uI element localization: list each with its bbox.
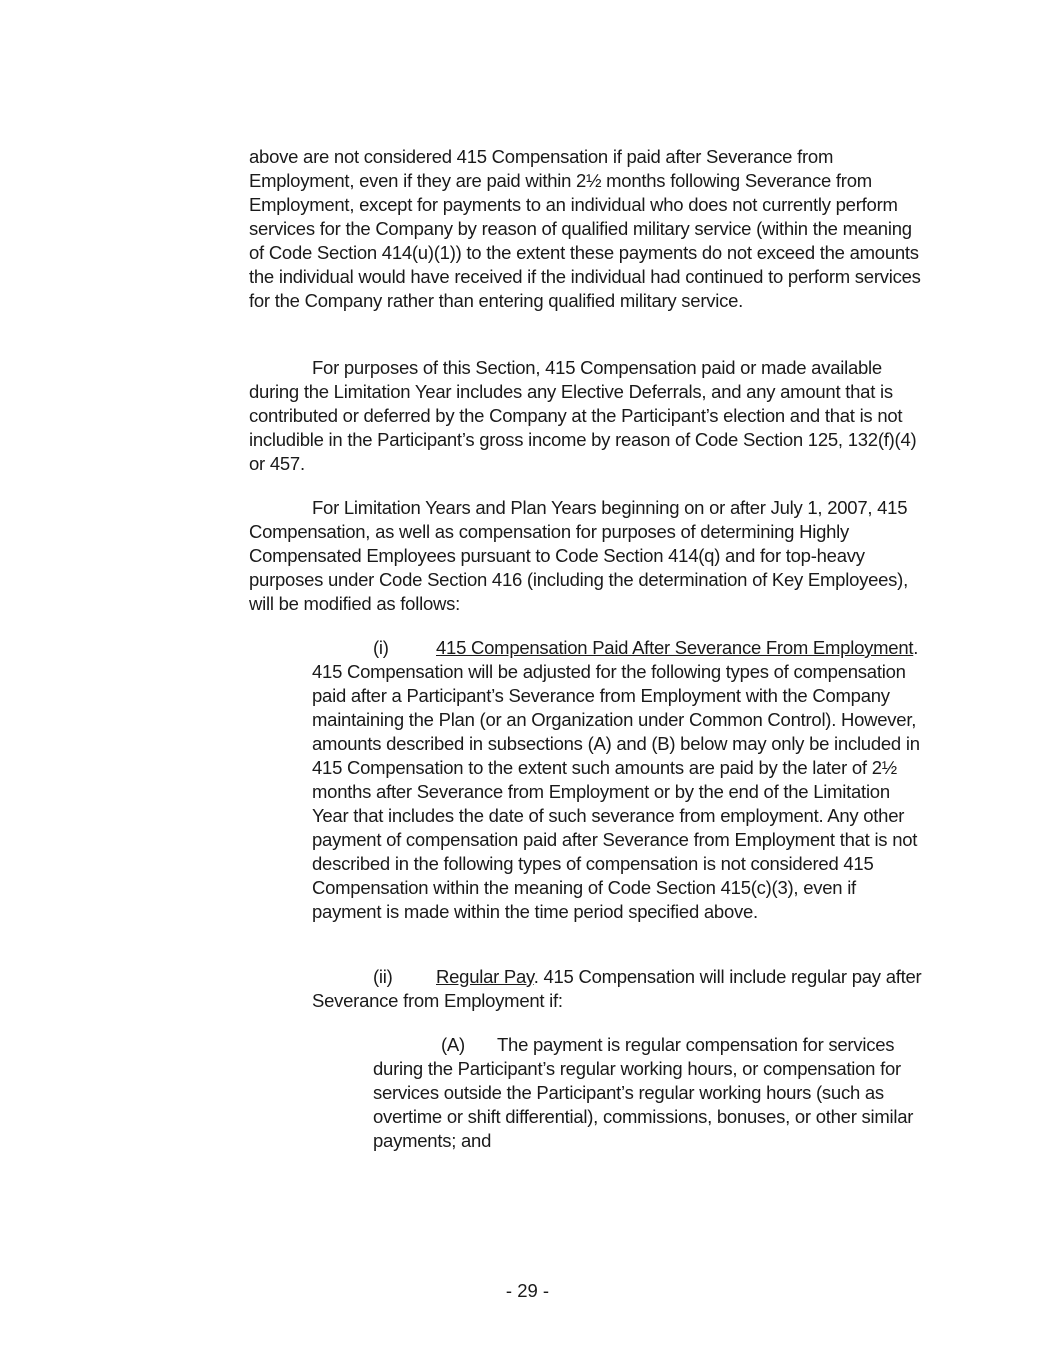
paragraph-purposes-text: For purposes of this Section, 415 Compensation paid or made available during the Limitation Year includes any Elective Deferrals, and any amount that is contributed or deferred by the Company at the Participant’s election and that is not includible in the Participant’s gross income by reason of Code Section 125, 132(f)(4) or 457. [249, 357, 917, 474]
paragraph-limitation-years-text: For Limitation Years and Plan Years beginning on or after July 1, 2007, 415 Compensation, as well as compensation for purposes of determining Highly Compensated Employees pursuant to Code Section 414(q) and for top-heavy purposes under Code Section 416 (including the determination of Key Employees), will be modified as follows: [249, 497, 908, 614]
item-a-body: The payment is regular compensation for services during the Participant’s regular working hours, or compensation for services outside the Participant’s regular working hours (such as overtime or shift differential), commissions, bonuses, or other similar payments; and [373, 1034, 914, 1151]
item-i-number: (i) [373, 637, 389, 658]
item-ii-paragraph [312, 965, 929, 1013]
item-i-body: . 415 Compensation will be adjusted for the following types of compensation paid after a Participant’s Severance from Employment with the Company maintaining the Plan (or an Organization under Common Control). However, amounts described in subsections (A) and (B) below may only be included in 415 Compensation to the extent such amounts are paid by the later of 2½ months after Severance from Employment or by the end of the Limitation Year that includes the date of such severance from employment. Any other payment of compensation paid after Severance from Employment that is not described in the following types of compensation is not considered 415 Compensation within the meaning of Code Section 415(c)(3), even if payment is made within the time period specified above. [312, 637, 920, 922]
item-i-paragraph [312, 636, 929, 924]
item-a-number: (A) [441, 1034, 465, 1055]
item-i-heading: 415 Compensation Paid After Severance From Employment [436, 637, 914, 658]
item-a-paragraph [373, 1033, 929, 1153]
item-ii-number: (ii) [373, 966, 393, 987]
item-ii-body: . 415 Compensation will include regular pay after Severance from Employment if: [312, 966, 922, 1011]
paragraph-continuation-text: above are not considered 415 Compensation if paid after Severance from Employment, even if they are paid within 2½ months following Severance from Employment, except for payments to an individual who does not currently perform services for the Company by reason of qualified military service (within the meaning of Code Section 414(u)(1)) to the extent these payments do not exceed the amounts the individual would have received if the individual had continued to perform services for the Company rather than entering qualified military service. [249, 146, 921, 311]
paragraph-purposes [249, 356, 929, 476]
page-number: - 29 - [505, 1280, 550, 1301]
item-ii-heading: Regular Pay [436, 966, 534, 987]
paragraph-limitation-years [249, 496, 929, 616]
paragraph-continuation [249, 145, 929, 313]
